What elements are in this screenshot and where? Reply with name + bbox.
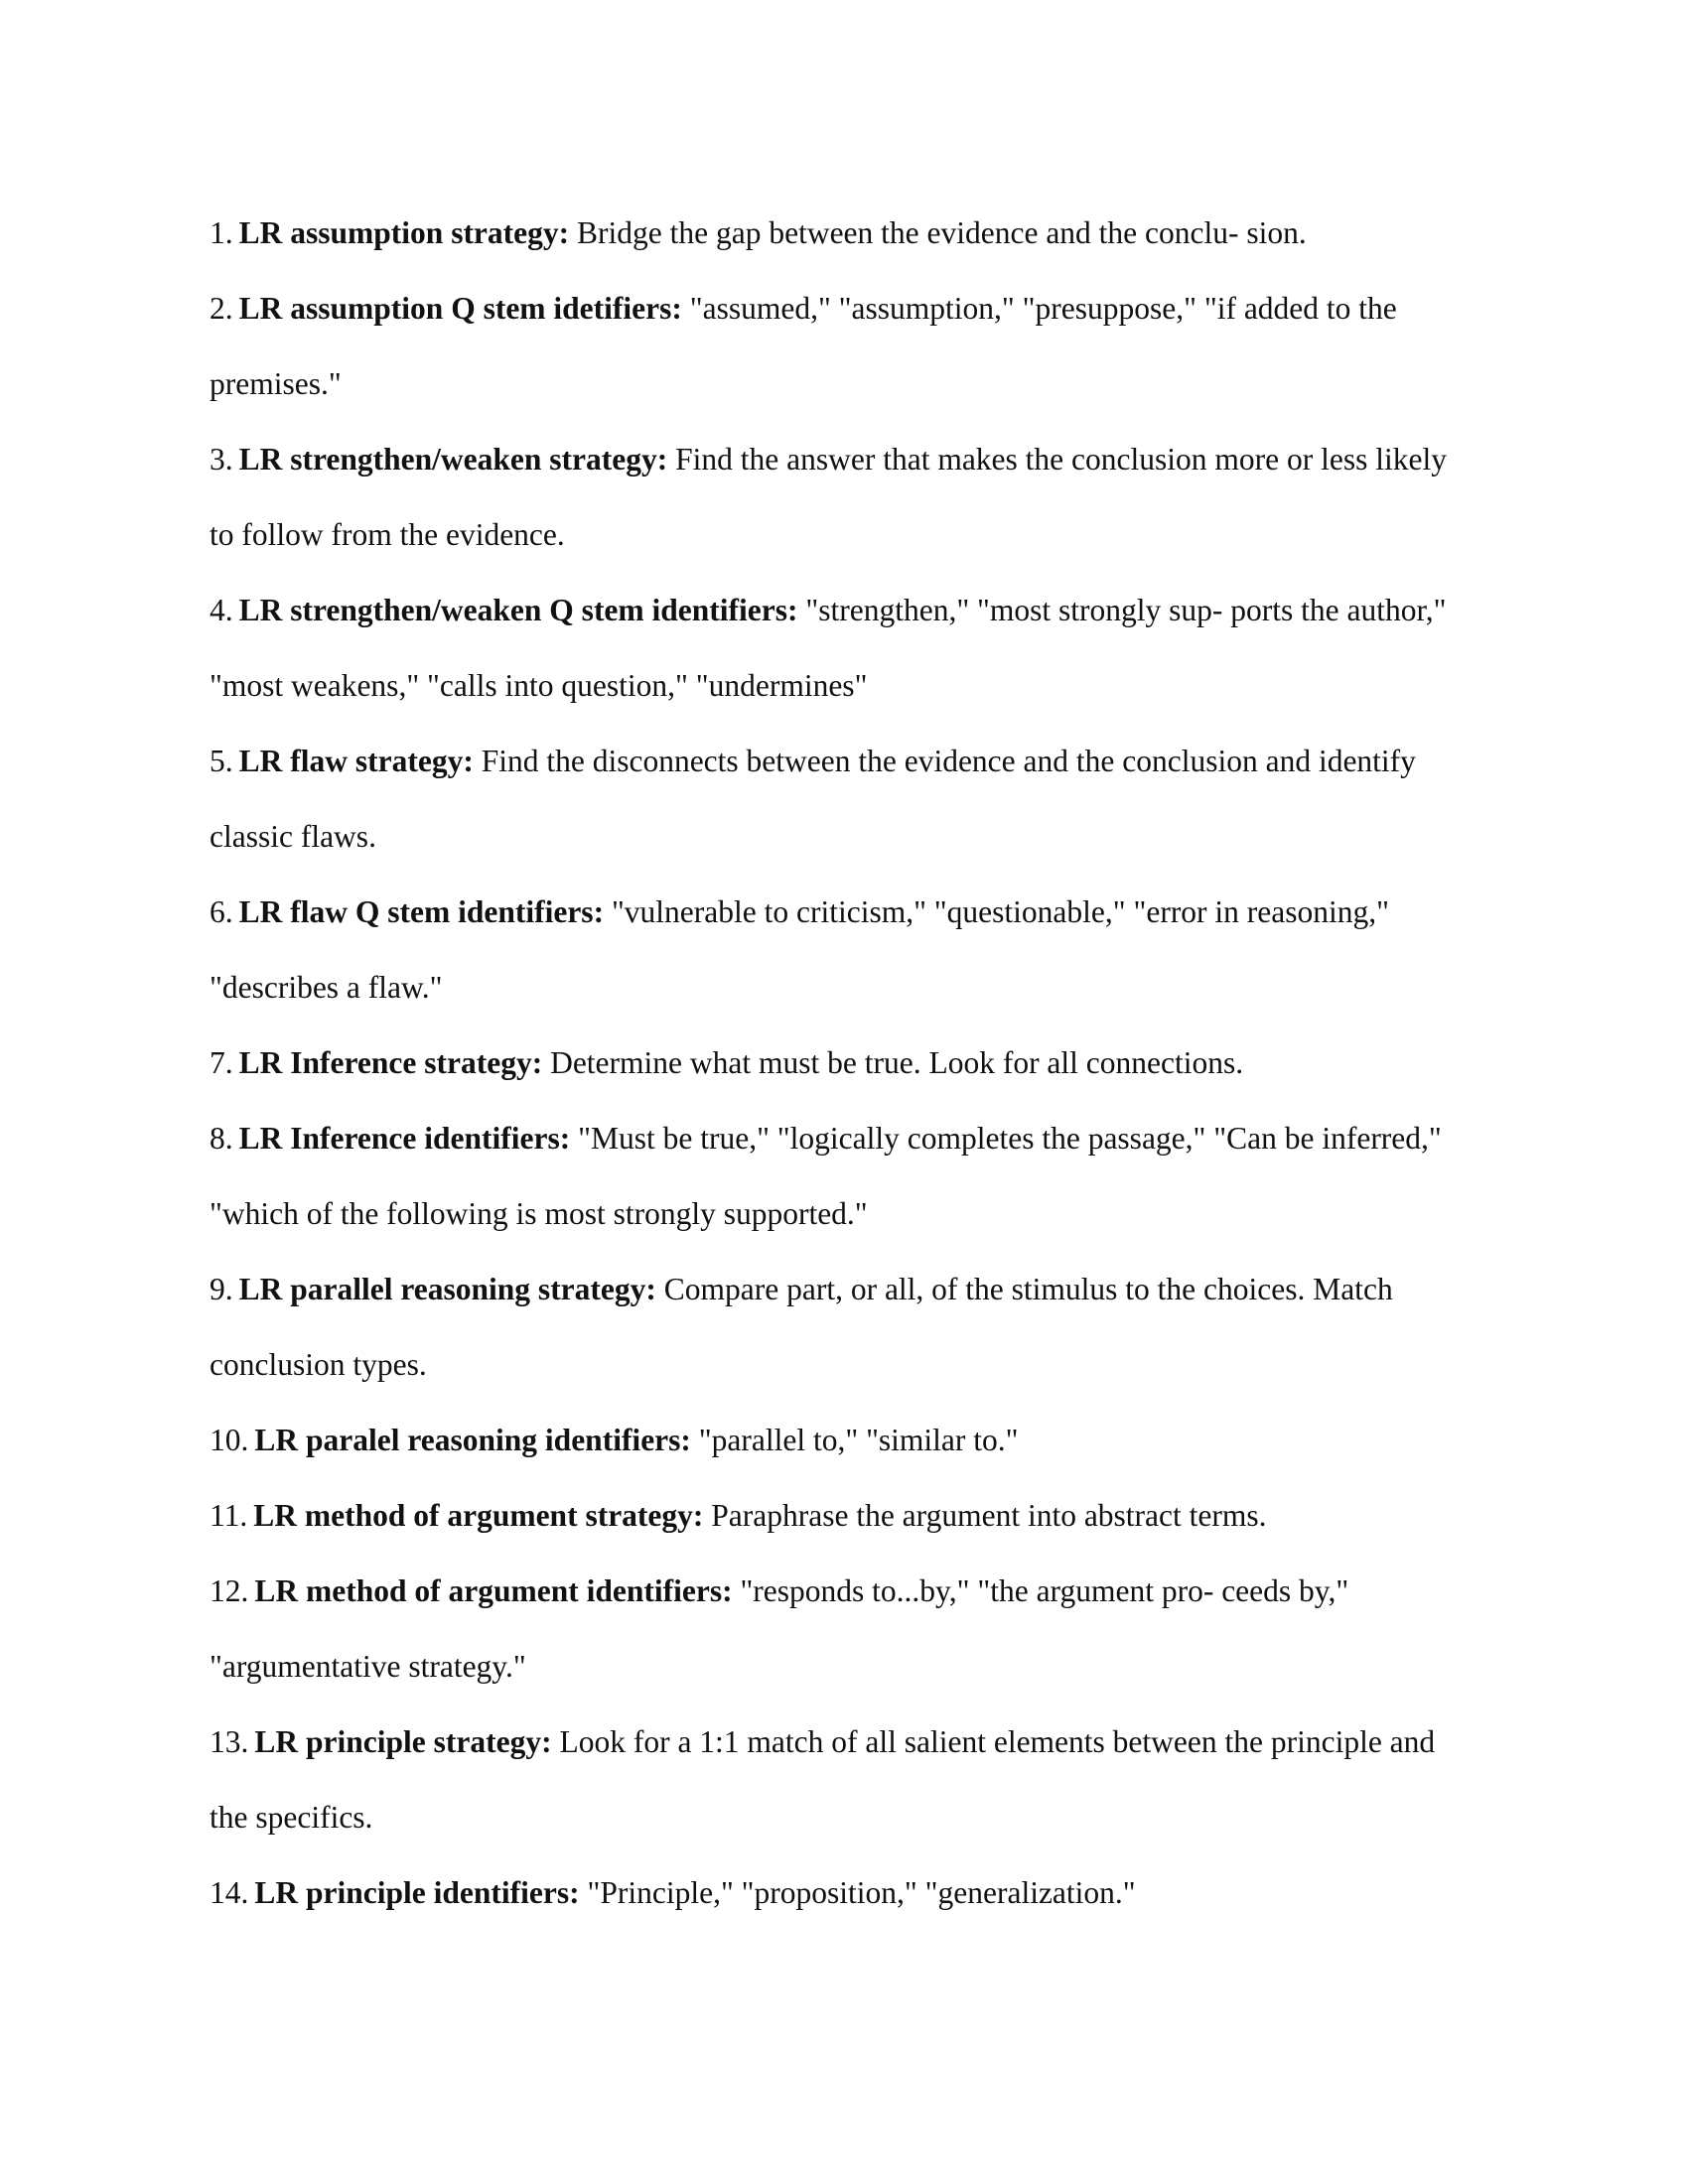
item-number: 8. — [210, 1121, 233, 1156]
item-term: LR principle strategy: — [254, 1724, 552, 1759]
item-number: 1. — [210, 215, 233, 250]
list-item — [210, 1855, 1461, 1931]
item-term: LR method of argument strategy: — [253, 1498, 704, 1533]
item-term: LR paralel reasoning identifiers: — [254, 1423, 691, 1457]
list-item — [210, 422, 1461, 573]
item-text: Determine what must be true. Look for all connections. — [550, 1045, 1244, 1080]
list-item — [210, 875, 1461, 1025]
item-text: "Principle," "proposition," "generalization." — [587, 1875, 1136, 1910]
list-item — [210, 271, 1461, 422]
list-item — [210, 1554, 1461, 1705]
item-number: 14. — [210, 1875, 249, 1910]
item-text: "Must be true," "logically completes the passage," "Can be inferred," "which of the following is most strongly supported." — [210, 1121, 1442, 1231]
item-text: "responds to...by," "the argument pro- ceeds by," "argumentative strategy." — [210, 1573, 1349, 1684]
list-item — [210, 1478, 1461, 1554]
item-number: 4. — [210, 593, 233, 627]
item-text: Find the answer that makes the conclusion more or less likely to follow from the evidence. — [210, 442, 1447, 552]
item-term: LR assumption strategy: — [238, 215, 570, 250]
item-term: LR flaw Q stem identifiers: — [238, 894, 605, 929]
list-item — [210, 1705, 1461, 1855]
item-number: 5. — [210, 744, 233, 778]
list-item — [210, 724, 1461, 875]
item-text: Find the disconnects between the evidence and the conclusion and identify classic flaws. — [210, 744, 1416, 854]
item-number: 6. — [210, 894, 233, 929]
item-number: 3. — [210, 442, 233, 477]
list-item — [210, 1403, 1461, 1478]
item-number: 7. — [210, 1045, 233, 1080]
item-text: "assumed," "assumption," "presuppose," "if added to the premises." — [210, 291, 1397, 401]
item-text: Paraphrase the argument into abstract terms. — [711, 1498, 1267, 1533]
item-number: 10. — [210, 1423, 249, 1457]
item-number: 9. — [210, 1272, 233, 1306]
item-number: 2. — [210, 291, 233, 326]
list-item — [210, 573, 1461, 724]
list-item — [210, 1101, 1461, 1252]
item-term: LR flaw strategy: — [238, 744, 474, 778]
item-number: 11. — [210, 1498, 248, 1533]
item-text: Compare part, or all, of the stimulus to the choices. Match conclusion types. — [210, 1272, 1393, 1382]
strategy-list — [210, 196, 1461, 1931]
item-number: 12. — [210, 1573, 249, 1608]
item-term: LR principle identifiers: — [254, 1875, 580, 1910]
list-item — [210, 1252, 1461, 1403]
item-text: Bridge the gap between the evidence and the conclu- sion. — [577, 215, 1307, 250]
item-number: 13. — [210, 1724, 249, 1759]
item-term: LR assumption Q stem idetifiers: — [238, 291, 682, 326]
list-item — [210, 1025, 1461, 1101]
item-term: LR strengthen/weaken strategy: — [238, 442, 668, 477]
item-term: LR Inference strategy: — [238, 1045, 543, 1080]
item-term: LR parallel reasoning strategy: — [238, 1272, 656, 1306]
item-text: Look for a 1:1 match of all salient elements between the principle and the specifics. — [210, 1724, 1436, 1835]
item-text: "vulnerable to criticism," "questionable," "error in reasoning," "describes a flaw." — [210, 894, 1389, 1005]
item-term: LR method of argument identifiers: — [254, 1573, 733, 1608]
item-text: "strengthen," "most strongly sup- ports the author," "most weakens," "calls into question," "undermines" — [210, 593, 1447, 703]
list-item — [210, 196, 1461, 271]
item-text: "parallel to," "similar to." — [698, 1423, 1019, 1457]
item-term: LR strengthen/weaken Q stem identifiers: — [238, 593, 798, 627]
item-term: LR Inference identifiers: — [238, 1121, 571, 1156]
